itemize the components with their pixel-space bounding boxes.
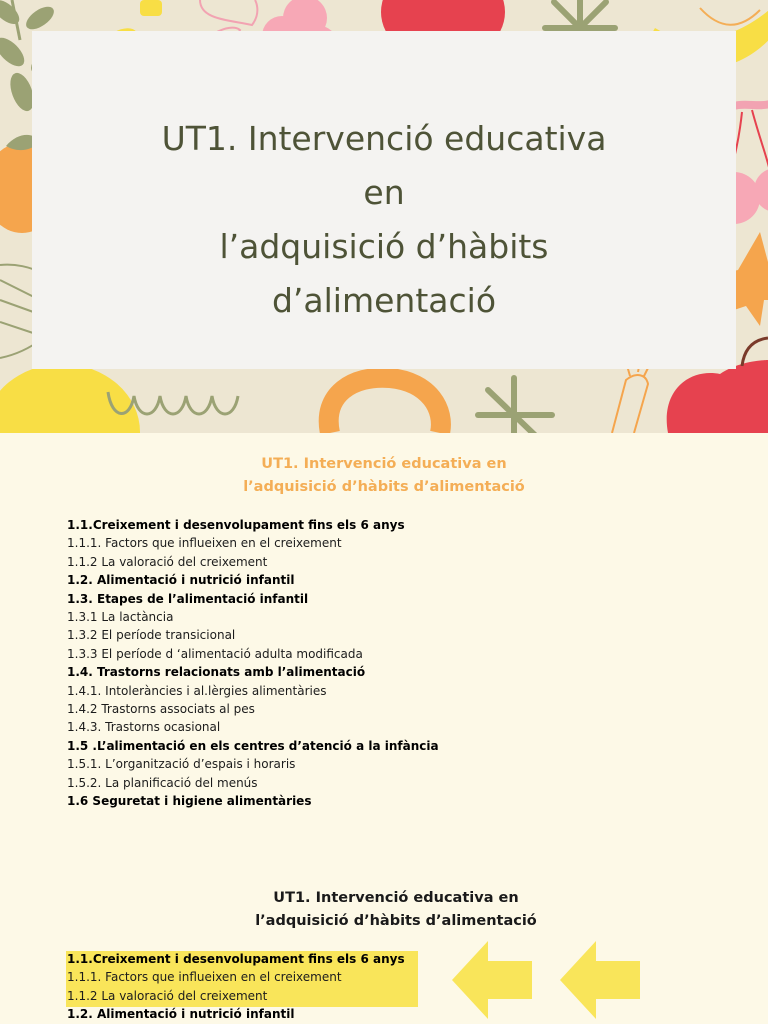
cover-title [100, 112, 668, 328]
index-section-item: 1.1.Creixement i desenvolupament fins els 6 anys [67, 518, 405, 532]
highlight-list [67, 950, 405, 1024]
index-subsection-item: 1.1.1. Factors que influeixen en el creixement [67, 970, 342, 985]
index-title [0, 453, 768, 499]
index-subsection-item: 1.3.2 El període transicional [67, 628, 236, 643]
left-arrow-icon [560, 941, 640, 1019]
left-arrow-icon [452, 941, 532, 1019]
index-section-item: 1.3. Etapes de l’alimentació infantil [67, 591, 309, 606]
index-subsection-item: 1.3.3 El període d ‘alimentació adulta modificada [67, 646, 363, 661]
index-slide [0, 433, 768, 866]
index-title-line: l’adquisició d’hàbits d’alimentació [243, 479, 525, 495]
yellow-lemon-icon [0, 364, 140, 433]
highlight-title-line: UT1. Intervenció educativa en [273, 890, 519, 906]
cover-title-line: UT1. Intervenció educativa [161, 119, 607, 158]
highlight-title [0, 887, 768, 933]
index-title-line: UT1. Intervenció educativa en [261, 456, 507, 472]
index-subsection-item: 1.3.1 La lactància [67, 610, 174, 625]
cover-slide [0, 0, 768, 433]
index-subsection-item: 1.4.1. Intoleràncies i al.lèrgies alimentàries [67, 683, 327, 698]
index-subsection-item: 1.1.2 La valoració del creixement [67, 554, 268, 569]
index-subsection-item: 1.1.2 La valoració del creixement [67, 988, 268, 1003]
highlight-title-line: l’adquisició d’hàbits d’alimentació [255, 913, 537, 929]
index-subsection-item: 1.4.2 Trastorns associats al pes [67, 702, 255, 717]
index-section-item: 1.1.Creixement i desenvolupament fins els 6 anys [67, 952, 405, 966]
red-apple-bottom-icon [667, 360, 768, 433]
cover-title-line: en [363, 173, 405, 212]
green-asterisk-bottom-icon [478, 378, 552, 433]
index-section-item: 1.5 .L’alimentació en els centres d’atenció a la infància [67, 738, 439, 753]
index-section-item: 1.2. Alimentació i nutrició infantil [67, 573, 295, 588]
orange-ring-icon [329, 378, 441, 433]
index-subsection-item: 1.5.2. La planificació del menús [67, 775, 258, 790]
index-section-item: 1.2. Alimentació i nutrició infantil [67, 1007, 295, 1022]
cover-title-line: d’alimentació [271, 281, 497, 320]
cover-title-line: l’adquisició d’hàbits [219, 227, 549, 266]
index-subsection-item: 1.1.1. Factors que influeixen en el creixement [67, 536, 342, 551]
index-section-item: 1.4. Trastorns relacionats amb l’alimentació [67, 665, 366, 680]
index-subsection-item: 1.5.1. L’organització d’espais i horaris [67, 757, 296, 772]
index-subsection-item: 1.4.3. Trastorns ocasional [67, 720, 221, 735]
index-list [67, 516, 439, 811]
highlight-slide [0, 866, 768, 1024]
index-section-item: 1.6 Seguretat i higiene alimentàries [67, 794, 312, 809]
